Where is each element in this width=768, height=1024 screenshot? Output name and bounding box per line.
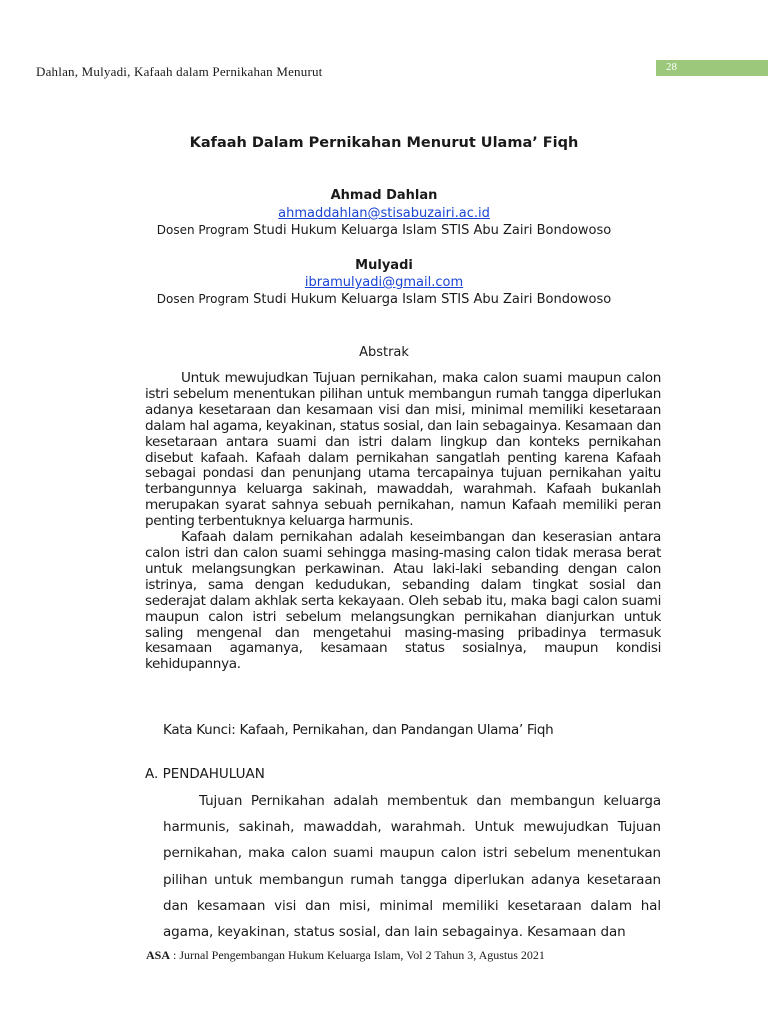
author-name: Mulyadi xyxy=(355,258,413,273)
body-paragraph: Tujuan Pernikahan adalah membentuk dan membangun keluarga harmunis, sakinah, mawaddah, warahmah. Untuk mewujudkan Tujuan pernikahan, maka calon suami maupun calon istri sebelum menentukan pilihan untuk membangun rumah tangga diperlukan adanya kesetaraan dan kesamaan visi dan misi, minimal memiliki kesetaraan dalam hal agama, keyakinan, status sosial, dan lain sebagainya. Kesamaan dan xyxy=(163,793,661,941)
abstract-heading: Abstrak xyxy=(359,345,409,360)
author-email-link[interactable]: ibramulyadi@gmail.com xyxy=(304,275,464,290)
section-body xyxy=(163,788,661,948)
author-affiliation xyxy=(0,223,768,238)
journal-abbr: ASA xyxy=(146,948,171,962)
journal-citation: : Jurnal Pengembangan Hukum Keluarga Islam, Vol 2 Tahun 3, Agustus 2021 xyxy=(170,948,545,962)
abstract-body xyxy=(145,371,661,673)
affiliation-prefix: Dosen Program xyxy=(156,223,250,237)
section-heading: A. PENDAHULUAN xyxy=(145,766,265,782)
article-title: Kafaah Dalam Pernikahan Menurut Ulama’ Fiqh xyxy=(189,135,579,151)
page-number-badge xyxy=(656,60,768,76)
affiliation-rest: Studi Hukum Keluarga Islam STIS Abu Zairi Bondowoso xyxy=(249,292,612,307)
abstract-paragraph: Untuk mewujudkan Tujuan pernikahan, maka calon suami maupun calon istri sebelum menentukan pilihan untuk membangun rumah tangga diperlukan adanya kesetaraan dan kesamaan visi dan misi, minimal memiliki kesetaraan dalam hal agama, keyakinan, status sosial, dan lain sebagainya. Kesamaan dan kesetaraan antara suami dan istri dalam lingkup dan konteks pernikahan disebut kafaah. Kafaah dalam pernikahan sangatlah penting karena Kafaah sebagai pondasi dan penunjang utama tercapainya tujuan pernikahan yaitu terbangunnya keluarga sakinah, mawaddah, warahmah. Kafaah bukanlah merupakan syarat sahnya sebuah pernikahan, namun Kafaah memiliki peran penting terbentuknya keluarga harmunis. xyxy=(145,370,661,530)
journal-footer xyxy=(146,948,545,963)
author-name: Ahmad Dahlan xyxy=(330,188,438,203)
page-number: 28 xyxy=(666,61,677,73)
affiliation-rest: Studi Hukum Keluarga Islam STIS Abu Zairi Bondowoso xyxy=(249,223,612,238)
keywords: Kata Kunci: Kafaah, Pernikahan, dan Pandangan Ulama’ Fiqh xyxy=(163,722,554,738)
abstract-paragraph: Kafaah dalam pernikahan adalah keseimbangan dan keserasian antara calon istri dan calon suami sehingga masing-masing calon tidak merasa berat untuk melangsungkan perkawinan. Atau laki-laki sebanding dengan calon istrinya, sama dengan kedudukan, sebanding dalam tingkat sosial dan sederajat dalam akhlak serta kekayaan. Oleh sebab itu, maka bagi calon suami maupun calon istri sebelum melangsungkan pernikahan dianjurkan untuk saling mengenal dan mengetahui masing-masing pribadinya termasuk kesamaan agamanya, kesamaan status sosialnya, maupun kondisi kehidupannya. xyxy=(145,529,661,673)
author-email-link[interactable]: ahmaddahlan@stisabuzairi.ac.id xyxy=(278,206,490,221)
affiliation-prefix: Dosen Program xyxy=(156,292,250,306)
running-header: Dahlan, Mulyadi, Kafaah dalam Pernikahan Menurut xyxy=(36,64,323,79)
author-affiliation xyxy=(0,292,768,307)
